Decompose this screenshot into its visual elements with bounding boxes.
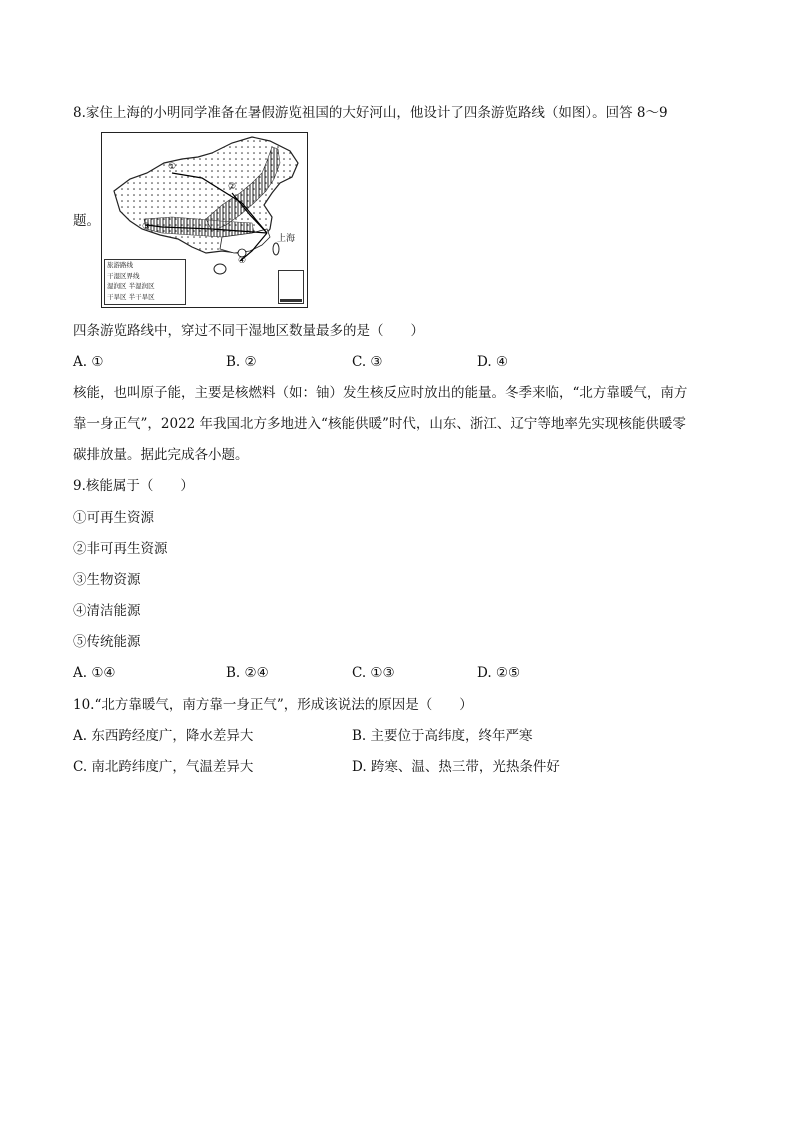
q8-option-c[interactable]: C. ③ [352,354,383,370]
q10-option-b[interactable]: B. 主要位于高纬度，终年严寒 [352,728,533,744]
passage-line1: 核能，也叫原子能，主要是核燃料（如：铀）发生核反应时放出的能量。冬季来临，“北方靠暖气，南方 [73,385,688,401]
shanghai-label: 上海 [277,234,296,244]
legend-route: 旅游路线 [107,261,133,269]
q8-option-b[interactable]: B. ② [226,354,257,370]
q9-item-3: ③生物资源 [73,572,141,588]
route-label-3: ③ [142,222,151,232]
q9-stem: 9.核能属于（ ） [73,478,194,494]
route-label-4: ④ [238,256,247,266]
inset-label-bar [280,299,302,302]
q8-option-a[interactable]: A. ① [73,354,104,370]
legend-arid: 干旱区 半干旱区 [107,292,155,301]
china-route-map [101,132,308,308]
passage-line2: 靠一身正气”，2022 年我国北方多地进入“核能供暖”时代，山东、浙江、辽宁等地率先实现核能供暖零 [73,416,686,432]
q9-option-b[interactable]: B. ②④ [226,665,269,681]
q10-stem: 10.“北方靠暖气，南方靠一身正气”，形成该说法的原因是（ ） [73,697,473,713]
q9-item-4: ④清洁能源 [73,603,141,619]
passage-line3: 碳排放量。据此完成各小题。 [73,447,249,463]
q10-option-d[interactable]: D. 跨寒、温、热三带，光热条件好 [352,759,560,775]
map-legend [104,259,186,305]
q9-option-a[interactable]: A. ①④ [73,665,116,681]
legend-boundary: 干湿区界线 [107,271,140,280]
q8-option-d[interactable]: D. ④ [477,354,509,370]
q9-option-c[interactable]: C. ①③ [352,665,395,681]
legend-humid: 湿润区 半湿润区 [107,282,155,290]
q8-intro-line1: 8.家住上海的小明同学准备在暑假游览祖国的大好河山，他设计了四条游览路线（如图）。回答 8～9 [73,105,668,121]
q9-option-d[interactable]: D. ②⑤ [477,665,521,681]
q8-question: 四条游览路线中，穿过不同干湿地区数量最多的是（ ） [73,323,424,339]
route-label-1: ① [168,162,177,172]
q9-item-5: ⑤传统能源 [73,634,141,650]
q8-intro-line2: 题。 [73,213,100,229]
q10-option-a[interactable]: A. 东西跨经度广，降水差异大 [73,728,254,744]
q10-option-c[interactable]: C. 南北跨纬度广，气温差异大 [73,759,254,775]
q9-item-2: ②非可再生资源 [73,541,168,557]
q9-item-1: ①可再生资源 [73,510,154,526]
route-label-2: ② [228,182,237,192]
south-china-sea-inset [278,270,304,304]
